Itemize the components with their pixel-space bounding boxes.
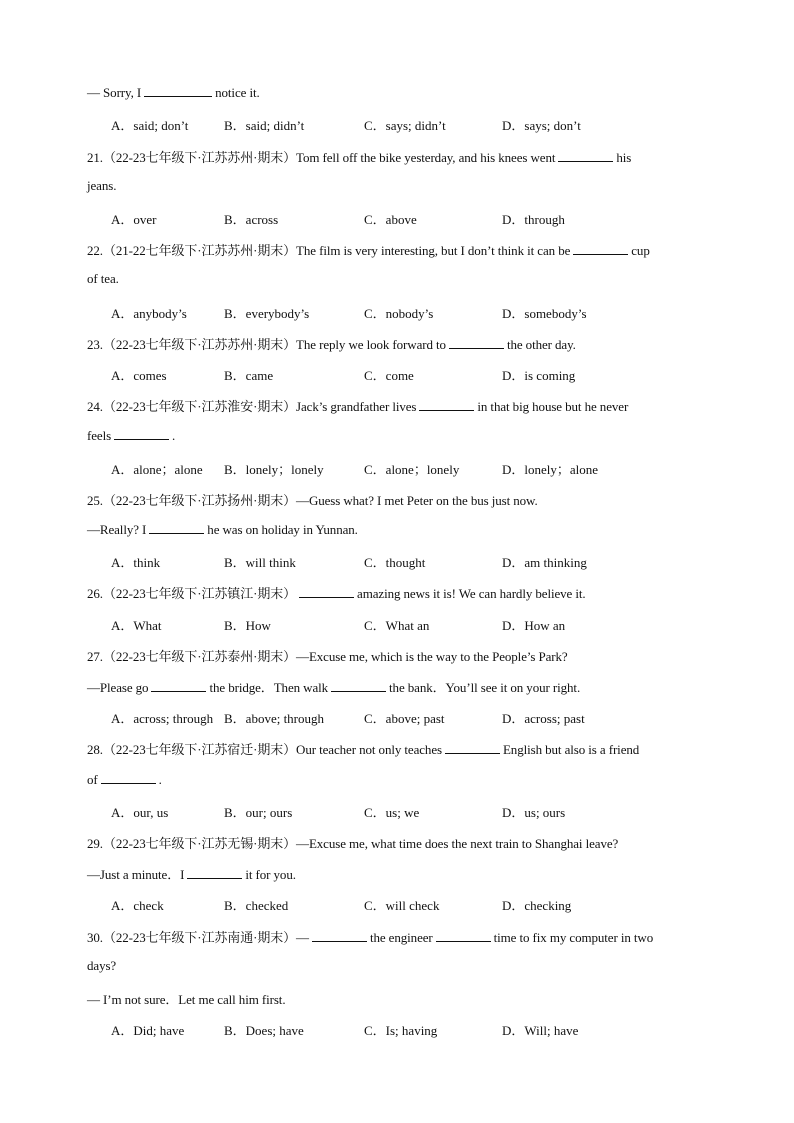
option-d: D．says; don’t bbox=[502, 118, 581, 133]
option-c: C．us; we bbox=[364, 805, 420, 820]
option-d: D．How an bbox=[502, 618, 566, 633]
option-a: A．our, us bbox=[111, 805, 169, 820]
options-row bbox=[0, 365, 794, 383]
option-b: B．came bbox=[224, 368, 274, 383]
answer-blank bbox=[299, 585, 354, 598]
answer-blank bbox=[445, 741, 500, 754]
question-28: 28.（22-23七年级下·江苏宿迁·期末）Our teacher not only teaches English but also is a friend bbox=[87, 742, 640, 757]
option-a: A．across; through bbox=[111, 711, 214, 726]
question-text-line: —Please go the bridge．Then walk the bank．You’ll see it on your right. bbox=[87, 680, 581, 695]
option-c: C．Is; having bbox=[364, 1023, 438, 1038]
answer-blank bbox=[558, 149, 613, 162]
options-row bbox=[0, 459, 794, 477]
answer-blank bbox=[312, 929, 367, 942]
option-d: D．checking bbox=[502, 898, 572, 913]
option-d: D．us; ours bbox=[502, 805, 566, 820]
option-a: A．comes bbox=[111, 368, 167, 383]
option-c: C．thought bbox=[364, 555, 426, 570]
question-text-line: — I’m not sure．Let me call him first. bbox=[87, 992, 286, 1007]
answer-blank bbox=[449, 336, 504, 349]
answer-blank bbox=[436, 929, 491, 942]
question-27: 27.（22-23七年级下·江苏泰州·期末）—Excuse me, which is the way to the People’s Park? bbox=[87, 649, 568, 664]
option-d: D．across; past bbox=[502, 711, 585, 726]
answer-blank bbox=[144, 84, 212, 97]
question-text-line: of . bbox=[87, 772, 162, 787]
question-text-line: days? bbox=[87, 958, 117, 973]
option-b: B．across bbox=[224, 212, 279, 227]
options-row bbox=[0, 115, 794, 133]
question-text-line: jeans. bbox=[87, 178, 117, 193]
question-26: 26.（22-23七年级下·江苏镇江·期末） amazing news it is! We can hardly believe it. bbox=[87, 586, 586, 601]
options-row bbox=[0, 802, 794, 820]
answer-blank bbox=[151, 679, 206, 692]
options-row bbox=[0, 1020, 794, 1038]
option-b: B．How bbox=[224, 618, 271, 633]
question-25: 25.（22-23七年级下·江苏扬州·期末）—Guess what? I met Peter on the bus just now. bbox=[87, 493, 538, 508]
option-d: D．lonely；alone bbox=[502, 462, 599, 477]
answer-blank bbox=[149, 521, 204, 534]
option-b: B．Does; have bbox=[224, 1023, 304, 1038]
option-d: D．somebody’s bbox=[502, 306, 587, 321]
option-a: A．What bbox=[111, 618, 162, 633]
question-text-line: —Really? I he was on holiday in Yunnan. bbox=[87, 522, 358, 537]
option-b: B．will think bbox=[224, 555, 296, 570]
answer-blank bbox=[187, 866, 242, 879]
answer-blank bbox=[114, 427, 169, 440]
option-c: C．come bbox=[364, 368, 414, 383]
question-21: 21.（22-23七年级下·江苏苏州·期末）Tom fell off the bike yesterday, and his knees went his bbox=[87, 150, 632, 165]
option-a: A．check bbox=[111, 898, 164, 913]
option-b: B．everybody’s bbox=[224, 306, 310, 321]
option-a: A．think bbox=[111, 555, 161, 570]
question-text-line: —Just a minute．I it for you. bbox=[87, 867, 296, 882]
answer-blank bbox=[101, 771, 156, 784]
option-c: C．says; didn’t bbox=[364, 118, 446, 133]
option-d: D．Will; have bbox=[502, 1023, 579, 1038]
answer-blank bbox=[419, 398, 474, 411]
option-b: B．lonely；lonely bbox=[224, 462, 324, 477]
question-22: 22.（21-22七年级下·江苏苏州·期末）The film is very interesting, but I don’t think it can be cup bbox=[87, 243, 650, 258]
option-c: C．above bbox=[364, 212, 417, 227]
option-a: A．over bbox=[111, 212, 157, 227]
options-row bbox=[0, 303, 794, 321]
options-row bbox=[0, 708, 794, 726]
option-d: D．am thinking bbox=[502, 555, 587, 570]
question-29: 29.（22-23七年级下·江苏无锡·期末）—Excuse me, what time does the next train to Shanghai leave? bbox=[87, 836, 619, 851]
options-row bbox=[0, 615, 794, 633]
question-text-line: of tea. bbox=[87, 271, 119, 286]
option-a: A．Did; have bbox=[111, 1023, 185, 1038]
option-c: C．will check bbox=[364, 898, 440, 913]
option-a: A．alone；alone bbox=[111, 462, 203, 477]
question-stem-continuation: — Sorry, I notice it. bbox=[87, 85, 260, 100]
option-d: D．is coming bbox=[502, 368, 576, 383]
option-b: B．checked bbox=[224, 898, 289, 913]
option-b: B．said; didn’t bbox=[224, 118, 305, 133]
answer-blank bbox=[331, 679, 386, 692]
question-text-line: feels . bbox=[87, 428, 176, 443]
options-row bbox=[0, 895, 794, 913]
option-b: B．above; through bbox=[224, 711, 325, 726]
question-24: 24.（22-23七年级下·江苏淮安·期末）Jack’s grandfather lives in that big house but he never bbox=[87, 399, 629, 414]
question-30: 30.（22-23七年级下·江苏南通·期末）— the engineer time to fix my computer in two bbox=[87, 930, 654, 945]
options-row bbox=[0, 209, 794, 227]
answer-blank bbox=[573, 242, 628, 255]
option-b: B．our; ours bbox=[224, 805, 293, 820]
option-c: C．above; past bbox=[364, 711, 445, 726]
question-23: 23.（22-23七年级下·江苏苏州·期末）The reply we look forward to the other day. bbox=[87, 337, 576, 352]
option-c: C．What an bbox=[364, 618, 430, 633]
option-a: A．anybody’s bbox=[111, 306, 187, 321]
options-row bbox=[0, 552, 794, 570]
option-d: D．through bbox=[502, 212, 565, 227]
option-c: C．nobody’s bbox=[364, 306, 434, 321]
option-a: A．said; don’t bbox=[111, 118, 189, 133]
option-c: C．alone；lonely bbox=[364, 462, 460, 477]
